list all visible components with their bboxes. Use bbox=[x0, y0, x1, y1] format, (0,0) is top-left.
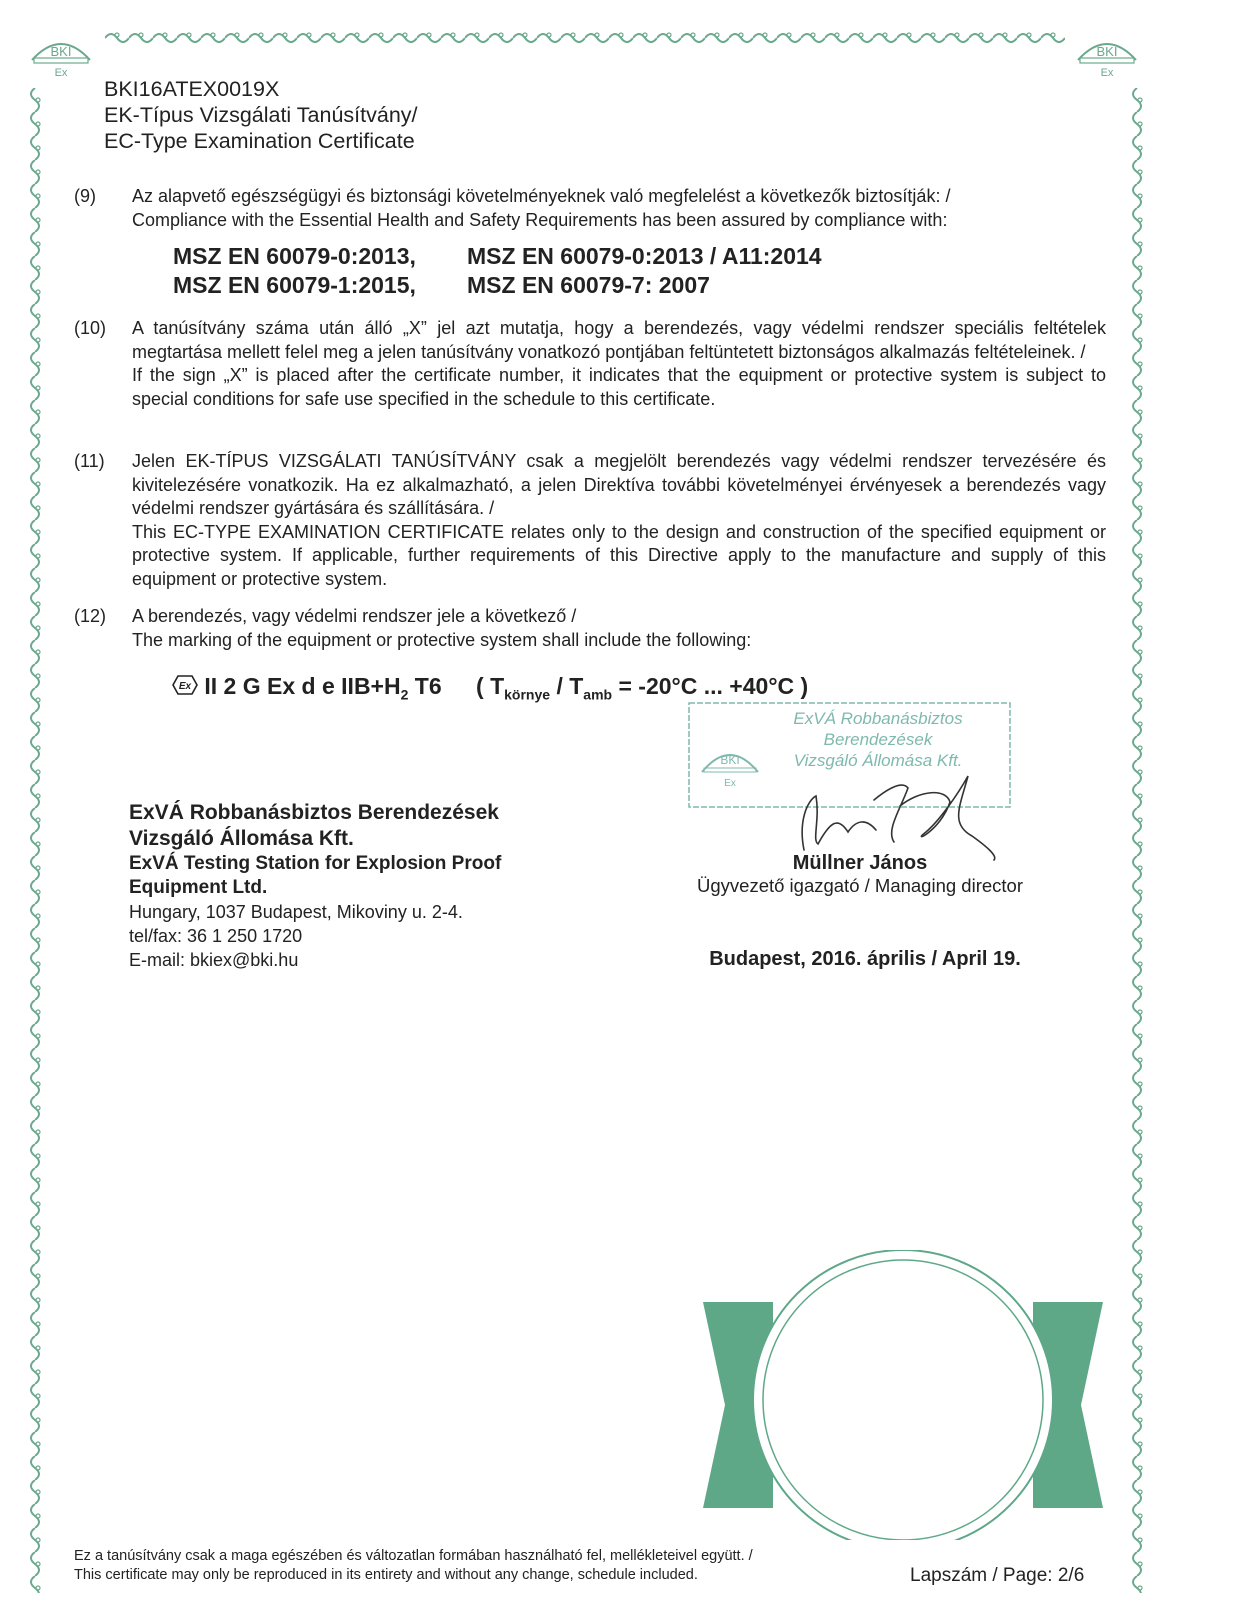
company-name-en-2: Equipment Ltd. bbox=[129, 877, 268, 898]
section-text-en: This EC-TYPE EXAMINATION CERTIFICATE relates only to the design and construction of the specified equipment or protective system. If applicable, further requirements of this Directive apply to the manufacture and supply of this equipment or protective system. bbox=[132, 521, 1106, 589]
decorative-border-right bbox=[1128, 88, 1146, 1593]
marking-slash: / T bbox=[550, 673, 584, 699]
section-9-text bbox=[132, 185, 1106, 232]
section-text-en: Compliance with the Essential Health and Safety Requirements has been assured by compliance with: bbox=[132, 209, 948, 230]
section-number: (10) bbox=[74, 318, 107, 338]
standard-item: MSZ EN 60079-0:2013 / A11:2014 bbox=[467, 243, 822, 269]
section-number: (9) bbox=[74, 186, 96, 206]
decorative-border-left bbox=[26, 88, 44, 1593]
certificate-title-en: EC-Type Examination Certificate bbox=[104, 129, 415, 153]
certificate-header bbox=[104, 76, 418, 154]
marking-temp-range: = -20°C ... +40°C ) bbox=[612, 673, 809, 699]
company-name-hu-1: ExVÁ Robbanásbiztos Berendezések bbox=[129, 801, 499, 824]
section-text-en: If the sign „X” is placed after the certificate number, it indicates that the equipment or protective system is subject to special conditions for safe use specified in the schedule to this certificate. bbox=[132, 365, 1106, 409]
ex-hexagon-icon bbox=[172, 674, 198, 696]
section-text-hu: Jelen EK-TÍPUS VIZSGÁLATI TANÚSÍTVÁNY csak a megjelölt berendezés vagy védelmi rendszer tervezésére és kivitelezésére vonatkozik. Ha ez alkalmazható, a jelen Direktíva további követelményei érvényesek a berendezés vagy védelmi rendszer gyártására és szállítására. / bbox=[132, 451, 1106, 518]
marking-main: II 2 G Ex d e IIB+H bbox=[204, 673, 401, 699]
signer-name: Müllner János bbox=[792, 852, 928, 874]
logo-text: BKI bbox=[50, 44, 72, 59]
stamp-line-2: Berendezések bbox=[823, 730, 933, 749]
bki-logo-right bbox=[1070, 24, 1144, 84]
company-info bbox=[129, 800, 501, 972]
section-12-text bbox=[132, 605, 1106, 652]
standard-item: MSZ EN 60079-7: 2007 bbox=[467, 272, 710, 298]
signer-block bbox=[690, 852, 1030, 897]
footer-text-hu: Ez a tanúsítvány csak a maga egészében és változatlan formában használható fel, mellékleteivel együtt. / bbox=[74, 1548, 753, 1564]
certificate-title-hu: EK-Típus Vizsgálati Tanúsítvány/ bbox=[104, 103, 418, 127]
standard-item: MSZ EN 60079-0:2013, bbox=[173, 243, 416, 269]
equipment-marking bbox=[172, 673, 808, 703]
handwritten-signature bbox=[790, 740, 1000, 870]
company-telfax: tel/fax: 36 1 250 1720 bbox=[129, 926, 303, 946]
section-text-hu: Az alapvető egészségügyi és biztonsági követelményeknek való megfelelést a következők biztosítják: / bbox=[132, 186, 951, 206]
marking-sub-amb: amb bbox=[583, 686, 613, 703]
marking-h-subscript: 2 bbox=[400, 686, 409, 703]
company-address: Hungary, 1037 Budapest, Mikoviny u. 2-4. bbox=[129, 902, 463, 922]
logo-sub: Ex bbox=[54, 67, 68, 79]
signer-title: Ügyvezető igazgató / Managing director bbox=[697, 875, 1023, 896]
marking-sub-korny: környe bbox=[504, 686, 551, 703]
marking-temperature-class: T6 bbox=[408, 673, 442, 699]
company-email: E-mail: bkiex@bki.hu bbox=[129, 950, 299, 970]
marking-temp-open: ( T bbox=[476, 673, 505, 699]
place-date: Budapest, 2016. április / April 19. bbox=[709, 948, 1021, 970]
company-name-en-1: ExVÁ Testing Station for Explosion Proof bbox=[129, 853, 502, 874]
standard-item: MSZ EN 60079-1:2015, bbox=[173, 272, 416, 298]
section-10-text bbox=[132, 317, 1106, 411]
stamp-line-3: Vizsgáló Állomása Kft. bbox=[793, 751, 963, 770]
page-number: Lapszám / Page: 2/6 bbox=[910, 1565, 1085, 1586]
stamp-line-1: ExVÁ Robbanásbiztos bbox=[793, 709, 963, 728]
section-number: (11) bbox=[74, 451, 105, 471]
bki-logo-left bbox=[24, 24, 98, 84]
certificate-seal bbox=[703, 1250, 1103, 1540]
logo-text: BKI bbox=[1096, 44, 1118, 59]
section-11-text bbox=[132, 450, 1106, 591]
decorative-border-top bbox=[105, 30, 1065, 46]
section-number: (12) bbox=[74, 606, 107, 626]
footer-notice bbox=[74, 1547, 753, 1585]
company-name-hu-2: Vizsgáló Állomása Kft. bbox=[129, 827, 354, 850]
footer-text-en: This certificate may only be reproduced in its entirety and without any change, schedule included. bbox=[74, 1567, 698, 1583]
svg-text:BKI: BKI bbox=[720, 753, 740, 767]
section-text-hu: A tanúsítvány száma után álló „X” jel azt mutatja, hogy a berendezés, vagy védelmi rendszer speciális feltételek megtartása mellett felel meg a jelen tanúsítvány vonatkozó pontjában feltüntetett biztonságos alkalmazás feltételeinek. / bbox=[132, 318, 1106, 362]
logo-sub: Ex bbox=[1100, 67, 1114, 79]
svg-text:Ex: Ex bbox=[178, 681, 192, 692]
svg-text:Ex: Ex bbox=[724, 778, 736, 789]
section-text-en: The marking of the equipment or protective system shall include the following: bbox=[132, 629, 752, 650]
section-text-hu: A berendezés, vagy védelmi rendszer jele a következő / bbox=[132, 606, 577, 626]
certificate-number: BKI16ATEX0019X bbox=[104, 77, 280, 101]
